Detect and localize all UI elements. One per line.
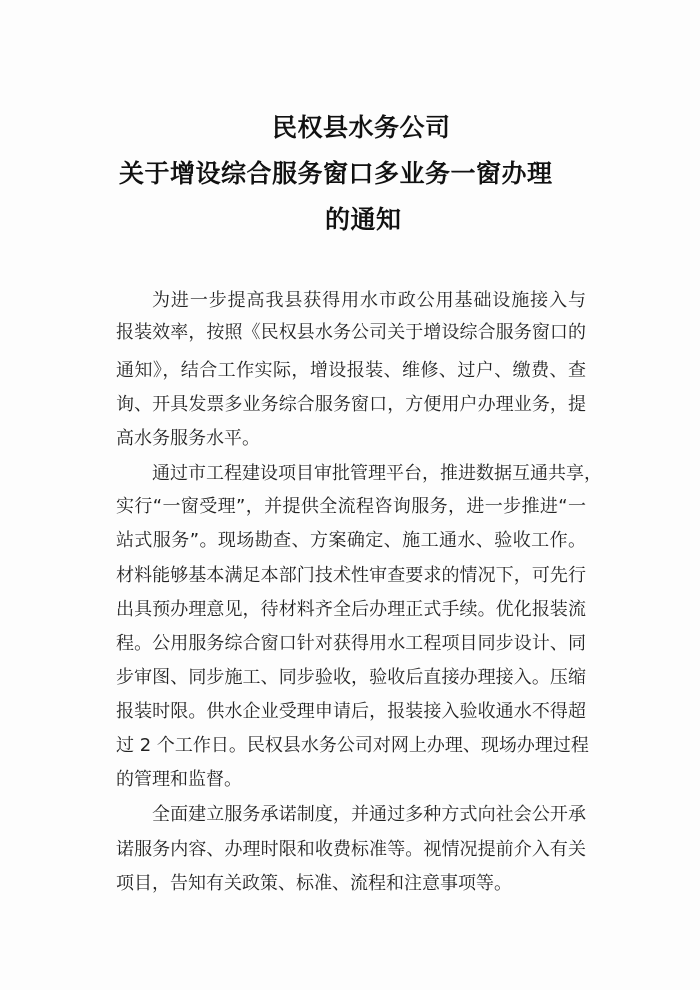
title-line-notice: 的通知	[325, 205, 402, 234]
paragraph-1-line-1: 为进一步提高我县获得用水市政公用基础设施接入与	[152, 290, 586, 311]
paragraph-1-line-2: 报装效率，按照《民权县水务公司关于增设综合服务窗口的	[116, 322, 586, 343]
paragraph-2-line-6: 程。公用服务综合窗口针对获得用水工程项目同步设计、同	[116, 633, 586, 654]
paragraph-2-line-9: 过 2 个工作日。民权县水务公司对网上办理、现场办理过程	[116, 735, 589, 756]
paragraph-2-line-4: 材料能够基本满足本部门技术性审查要求的情况下，可先行	[116, 565, 586, 586]
title-line-organization: 民权县水务公司	[272, 113, 451, 142]
paragraph-2-line-2: 实行“一窗受理”，并提供全流程咨询服务，进一步推进“一	[116, 496, 586, 517]
paragraph-1-line-3: 通知》，结合工作实际，增设报装、维修、过户、缴费、查	[116, 360, 586, 381]
paragraph-3-line-1: 全面建立服务承诺制度，并通过多种方式向社会公开承	[152, 804, 586, 825]
paragraph-2-line-7: 步审图、同步施工、同步验收，验收后直接办理接入。压缩	[116, 667, 586, 688]
paragraph-2-line-5: 出具预办理意见，待材料齐全后办理正式手续。优化报装流	[116, 599, 586, 620]
paragraph-1-line-5: 高水务服务水平。	[116, 428, 260, 449]
paragraph-3-line-2: 诺服务内容、办理时限和收费标准等。视情况提前介入有关	[116, 839, 586, 860]
paragraph-1-line-4: 询、开具发票多业务综合服务窗口，方便用户办理业务，提	[116, 394, 586, 415]
paragraph-2-line-3: 站式服务”。现场勘查、方案确定、施工通水、验收工作。	[116, 530, 586, 551]
paragraph-2-line-10: 的管理和监督。	[116, 769, 242, 790]
paragraph-3-line-3: 项目，告知有关政策、标准、流程和注意事项等。	[116, 873, 512, 894]
paragraph-2-line-1: 通过市工程建设项目审批管理平台，推进数据互通共享，	[152, 463, 602, 484]
paragraph-2-line-8: 报装时限。供水企业受理申请后，报装接入验收通水不得超	[116, 701, 586, 722]
title-line-subject: 关于增设综合服务窗口多业务一窗办理	[119, 159, 553, 188]
